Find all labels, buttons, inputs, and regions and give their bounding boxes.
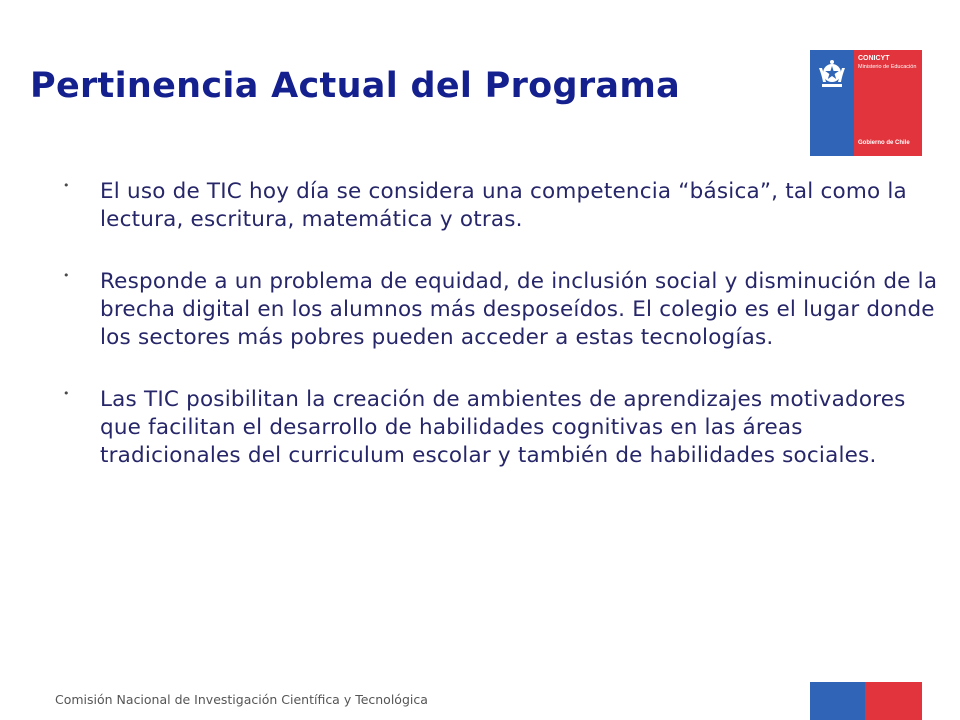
bullet-list bbox=[60, 178, 940, 504]
bullet-item bbox=[60, 268, 940, 352]
bullet-dot-icon: • bbox=[63, 179, 70, 192]
bullet-text: Responde a un problema de equidad, de inclusión social y disminución de la brecha digital en los alumnos más desposeídos. El colegio es el lugar donde los sectores más pobres pueden acceder a estas tecnologías. bbox=[100, 269, 938, 350]
bullet-dot-icon: • bbox=[63, 387, 70, 400]
footer-blue-bar bbox=[810, 682, 865, 720]
coat-of-arms-icon bbox=[814, 56, 850, 92]
bullet-text: Las TIC posibilitan la creación de ambientes de aprendizajes motivadores que facilitan el desarrollo de habilidades cognitivas en las áreas tradicionales del curriculum escolar y también de habilidades sociales. bbox=[100, 387, 906, 468]
conicyt-logo bbox=[810, 50, 922, 156]
logo-ministry: Ministerio de Educación bbox=[858, 64, 917, 70]
logo-government: Gobierno de Chile bbox=[858, 140, 910, 146]
logo-org-name: CONICYT bbox=[858, 55, 890, 62]
footer-text: Comisión Nacional de Investigación Científica y Tecnológica bbox=[55, 692, 428, 707]
slide-title: Pertinencia Actual del Programa bbox=[30, 66, 681, 106]
bullet-text: El uso de TIC hoy día se considera una competencia “básica”, tal como la lectura, escritura, matemática y otras. bbox=[100, 179, 907, 232]
bullet-item bbox=[60, 178, 940, 234]
footer-red-bar bbox=[865, 682, 922, 720]
bullet-dot-icon: • bbox=[63, 269, 70, 282]
bullet-item bbox=[60, 386, 940, 470]
